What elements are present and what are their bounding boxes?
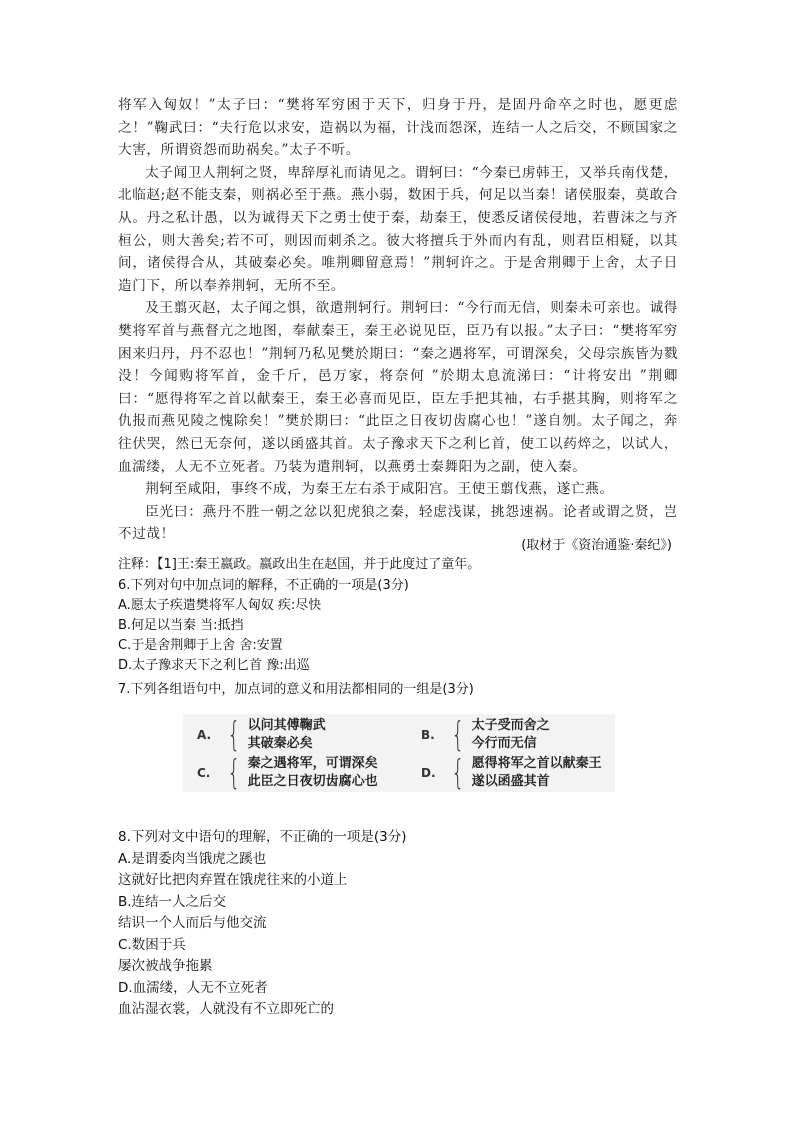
note-text: 注释：【1]王:秦王嬴政。嬴政出生在赵国，并于此度过了童年。: [118, 557, 481, 572]
option-letter: D.: [421, 766, 436, 780]
option-line: 愿得将军之首以献秦王: [471, 756, 602, 771]
question-stem: 8.下列对文中语句的理解，不正确的一项是(3分): [118, 829, 407, 845]
question-line: A.是谓委肉当饿虎之蹊也: [118, 850, 267, 867]
option-line: 今行而无信: [471, 736, 537, 751]
passage-paragraph: 及王翦灭赵，太子闻之惧，欲遣荆轲行。荆轲曰：“今行而无信，则秦未可亲也。诚得樊将军首与燕督亢之地图，奉献秦王，秦王必说见臣，臣乃有以报。”太子曰：“樊将军穷困来归丹，丹不忍也！”荆轲乃私见樊於期曰：“秦之遇将军，可谓深矣，父母宗族皆为戮没！今闻购将军首，金千斤，邑万家，将奈何 ”於期太息流涕曰：“计将安出 ”荆卿曰：“愿得将军之首以献秦王，秦王必喜而见臣，臣左手把其袖，右手揕其胸，则将军之仇报而燕见陵之愧除矣！”樊於期曰：“此臣之日夜切齿腐心也！”遂自刎。太子闻之，奔往伏哭，然已无奈何，遂以函盛其首。太子豫求天下之利匕首，使工以药焠之，以试人，血濡缕，人无不立死者。乃装为遣荆轲，以燕勇士秦舞阳为之副，使入秦。: [118, 300, 678, 475]
passage-paragraph: 荆轲至咸阳，事终不成，为秦王左右杀于咸阳宫。王使王翦伐燕，遂亡燕。: [145, 481, 614, 498]
option-d: [421, 755, 602, 791]
question-line: 这就好比把肉弃置在饿虎往来的小道上: [118, 872, 348, 888]
option-c: [197, 755, 378, 791]
brace-icon: {: [451, 753, 465, 793]
question-line: 屡次被战争拖累: [118, 958, 213, 974]
question-stem: 7.下列各组语句中，加点词的意义和用法都相同的一组是(3分): [118, 682, 474, 697]
question-line: D.血濡缕，人无不立死者: [118, 979, 268, 996]
annotation-note: [118, 555, 718, 575]
question-option: C.于是舍荆卿于上舍 舍:安置: [118, 638, 283, 653]
option-letter: A.: [197, 728, 212, 742]
question-7: [118, 680, 718, 700]
option-line: 太子受而舍之: [471, 718, 550, 733]
question-line: 血沾湿衣裳，人就没有不立即死亡的: [118, 1001, 334, 1017]
question-option: B.何足以当秦 当:抵挡: [118, 618, 244, 633]
passage-paragraph: 臣光曰：燕丹不胜一朝之忿以犯虎狼之秦，轻虑浅谋，挑怨速祸。论者或谓之贤，岂不过哉！: [118, 503, 678, 543]
question-option: D.太子豫求天下之利匕首 豫:出巡: [118, 658, 310, 673]
option-line: 以问其傅鞠武: [247, 718, 326, 733]
option-line: 遂以函盛其首: [471, 774, 550, 789]
brace-icon: {: [227, 753, 241, 793]
question-line: C.数困于兵: [118, 936, 186, 953]
option-b: [421, 717, 550, 753]
option-line: 此臣之日夜切齿腐心也: [247, 774, 378, 789]
option-a: [197, 717, 326, 753]
option-line: 其破秦必矣: [247, 736, 313, 751]
option-letter: B.: [421, 728, 435, 742]
passage-paragraph: 将军入匈奴！”太子曰：“樊将军穷困于天下，归身于丹，是固丹命卒之时也，愿更虑之！”鞠武曰：“夫行危以求安，造祸以为福，计浅而怨深，连结一人之后交，不顾国家之大害，所谓资怨而助祸矣。”太子不听。: [118, 97, 678, 159]
question-line: B.连结一人之后交: [118, 893, 227, 910]
question-stem: 6.下列对句中加点词的解释，不正确的一项是(3分): [118, 578, 409, 593]
passage-paragraph: 太子闻卫人荆轲之贤，卑辞厚礼而请见之。谓轲曰：“今秦已虏韩王，又举兵南伐楚，北临赵;赵不能支秦，则祸必至于燕。燕小弱，数困于兵，何足以当秦！诸侯服秦，莫敢合从。丹之私计愚，以为诚得天下之勇士使于秦，劫秦王，使悉反诸侯侵地，若曹沫之与齐桓公，则大善矣;若不可，则因而刺杀之。彼大将擅兵于外而内有乱，则君臣相疑，以其间，诸侯得合从，其破秦必矣。唯荆卿留意焉！”荆轲许之。于是舍荆卿于上舍，太子日造门下，所以奉养荆轲，无所不至。: [118, 164, 678, 294]
question-option: A.愿太子疾遣樊将军人匈奴 疾:尽快: [118, 598, 322, 613]
brace-icon: {: [227, 715, 241, 755]
source-citation: (取材于《资治通鉴·秦纪》): [521, 538, 672, 553]
option-line: 秦之遇将军，可谓深矣: [247, 756, 378, 771]
question-7-options-image: [183, 714, 615, 792]
classical-passage: [118, 94, 678, 546]
question-6: [118, 576, 718, 676]
question-line: 结识一个人而后与他交流: [118, 915, 267, 931]
option-letter: C.: [197, 766, 211, 780]
question-8: [118, 827, 718, 1021]
brace-icon: {: [451, 715, 465, 755]
